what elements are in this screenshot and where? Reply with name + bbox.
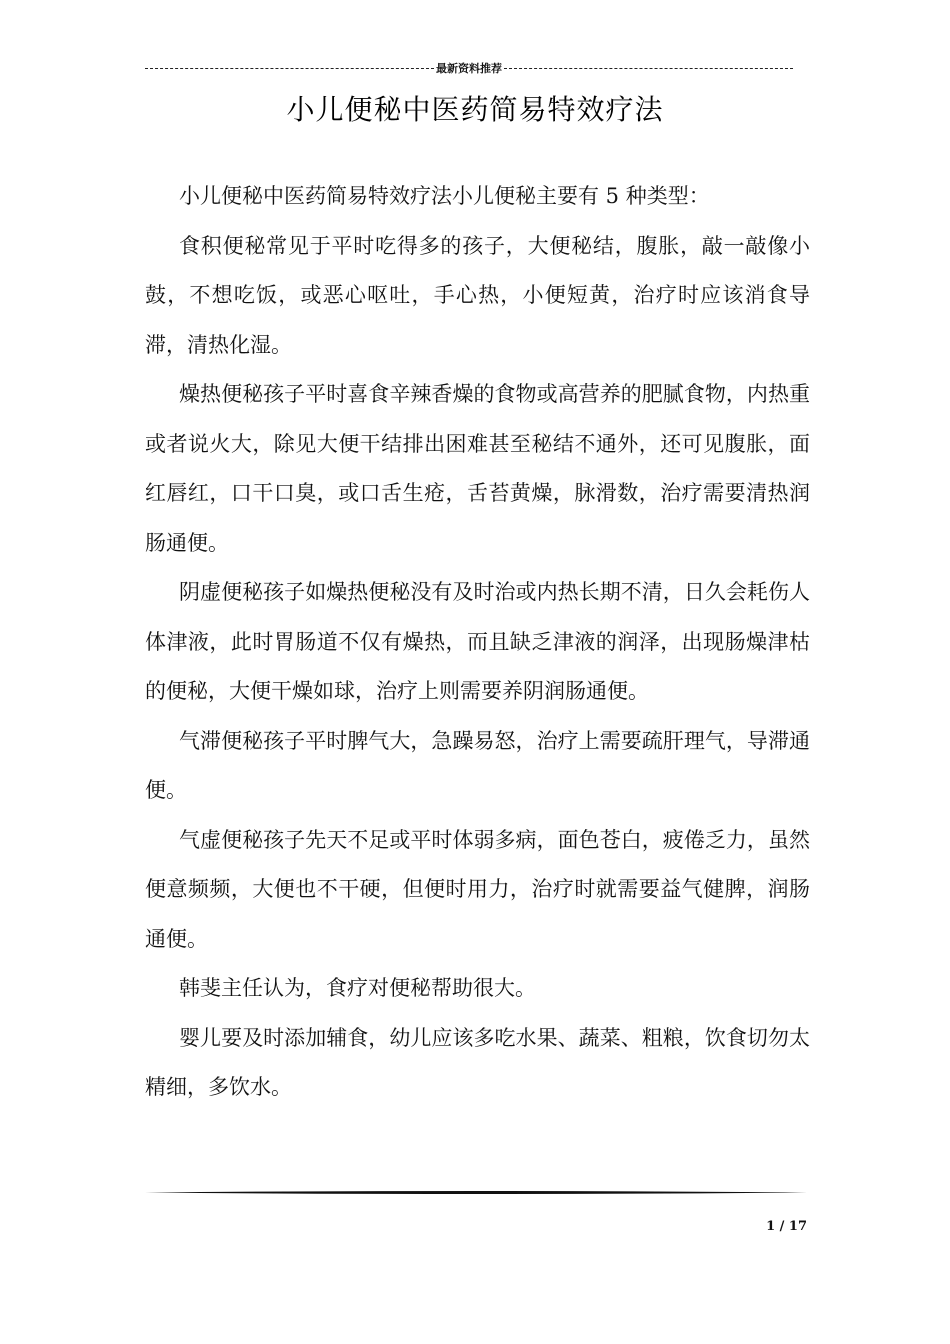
document-title: 小儿便秘中医药简易特效疗法 bbox=[286, 93, 664, 126]
intro-paragraph bbox=[145, 172, 810, 222]
banner-label: 最新资料推荐 bbox=[436, 62, 502, 75]
body-paragraph: 气虚便秘孩子先天不足或平时体弱多病，面色苍白，疲倦乏力，虽然便意频频，大便也不干硬，但便时用力，治疗时就需要益气健脾，润肠通便。 bbox=[145, 827, 810, 951]
body-paragraph: 婴儿要及时添加辅食，幼儿应该多吃水果、蔬菜、粗粮，饮食切勿太精细，多饮水。 bbox=[145, 1025, 810, 1099]
body-paragraph: 食积便秘常见于平时吃得多的孩子，大便秘结，腹胀，敲一敲像小鼓，不想吃饭，或恶心呕吐，手心热，小便短黄，治疗时应该消食导滞，清热化湿。 bbox=[145, 233, 810, 357]
top-banner bbox=[145, 58, 793, 78]
intro-title-text: 小儿便秘中医药简易特效疗法 bbox=[179, 184, 452, 208]
banner-dash-right bbox=[504, 68, 793, 69]
body-paragraph: 燥热便秘孩子平时喜食辛辣香燥的食物或高营养的肥腻食物，内热重或者说火大，除见大便干结排出困难甚至秘结不通外，还可见腹胀，面红唇红，口干口臭，或口舌生疮，舌苔黄燥，脉滑数，治疗需要清热润肠通便。 bbox=[145, 382, 810, 555]
document-body bbox=[145, 172, 810, 1113]
body-paragraph: 气滞便秘孩子平时脾气大，急躁易怒，治疗上需要疏肝理气，导滞通便。 bbox=[145, 728, 810, 802]
page-number: 1 / 17 bbox=[766, 1219, 807, 1234]
banner-dash-left bbox=[145, 68, 434, 69]
footer-divider bbox=[145, 1190, 807, 1195]
body-paragraph: 阴虚便秘孩子如燥热便秘没有及时治或内热长期不清，日久会耗伤人体津液，此时胃肠道不仅有燥热，而且缺乏津液的润泽，出现肠燥津枯的便秘，大便干燥如球，治疗上则需要养阴润肠通便。 bbox=[145, 580, 810, 703]
body-paragraph: 韩斐主任认为，食疗对便秘帮助很大。 bbox=[179, 976, 536, 1000]
intro-types-text: 小儿便秘主要有 5 种类型： bbox=[452, 184, 710, 208]
